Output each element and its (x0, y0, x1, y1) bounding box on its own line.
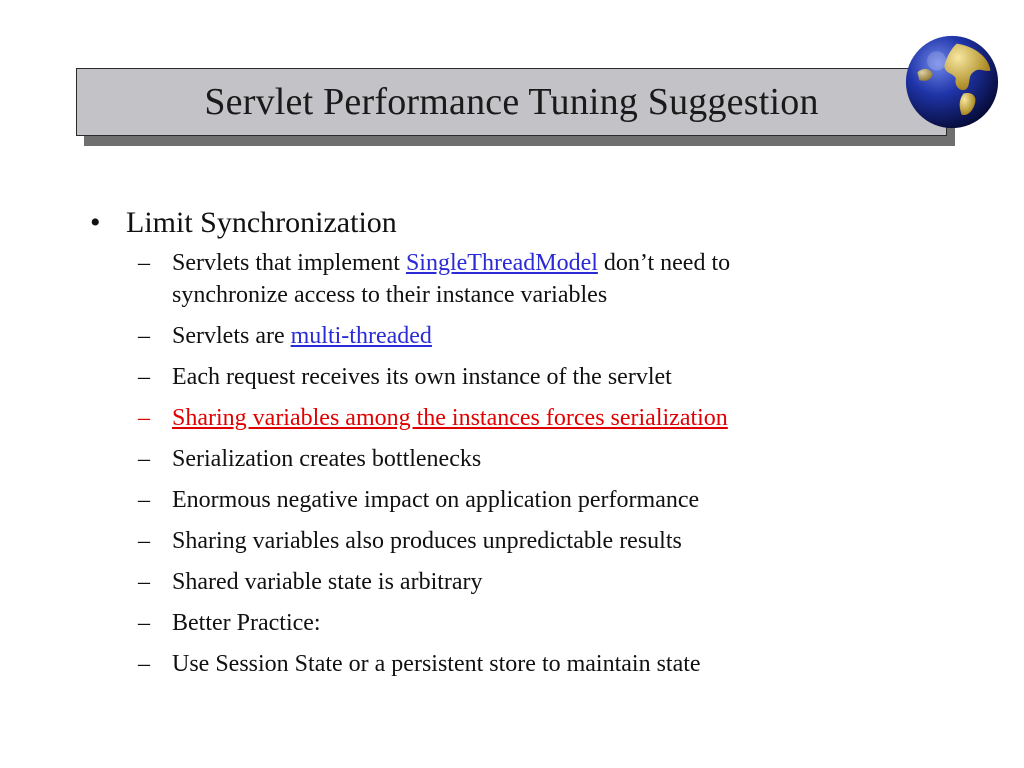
dash-mark: – (138, 250, 150, 276)
sub-bullet (90, 361, 990, 393)
sub-bullet (90, 566, 990, 598)
dash-mark: – (138, 610, 150, 636)
sub-text: Serialization creates bottlenecks (172, 446, 482, 472)
dash-mark: – (138, 323, 150, 349)
sub-text: don’t need to synchronize access to their instance variables (172, 250, 731, 308)
sub-text: Sharing variables also produces unpredictable results (172, 528, 682, 554)
dash-mark: – (138, 528, 150, 554)
sub-bullet (90, 525, 990, 557)
sub-text: Better Practice: (172, 610, 321, 636)
singlethreadmodel-link[interactable]: SingleThreadModel (405, 250, 598, 276)
sub-bullet-list (90, 247, 990, 680)
sub-bullet (90, 484, 990, 516)
dash-mark: – (138, 446, 150, 472)
bullet-mark: • (90, 206, 101, 239)
dash-mark: – (138, 569, 150, 595)
title-bar (76, 68, 947, 136)
sub-bullet-highlighted (90, 402, 990, 434)
dash-mark: – (138, 487, 150, 513)
multi-threaded-link[interactable]: multi-threaded (290, 323, 432, 349)
sub-bullet (90, 648, 990, 680)
sub-bullet (90, 443, 990, 475)
slide-title: Servlet Performance Tuning Suggestion (204, 81, 819, 123)
sub-text: Shared variable state is arbitrary (172, 569, 483, 595)
globe-icon (904, 34, 1000, 130)
sub-bullet (90, 247, 990, 311)
sub-bullet (90, 320, 990, 352)
dash-mark: – (138, 405, 150, 431)
highlighted-text: Sharing variables among the instances forces serialization (172, 405, 728, 431)
sub-text: Each request receives its own instance of the servlet (172, 364, 672, 390)
bullet-text: Limit Synchronization (126, 206, 397, 239)
sub-text: Use Session State or a persistent store to maintain state (172, 651, 701, 677)
slide-body (90, 203, 990, 689)
sub-text: Servlets are (172, 323, 291, 349)
sub-text: Servlets that implement (172, 250, 406, 276)
dash-mark: – (138, 364, 150, 390)
bullet-limit-synchronization (90, 203, 990, 243)
sub-text: Enormous negative impact on application performance (172, 487, 700, 513)
sub-bullet (90, 607, 990, 639)
dash-mark: – (138, 651, 150, 677)
